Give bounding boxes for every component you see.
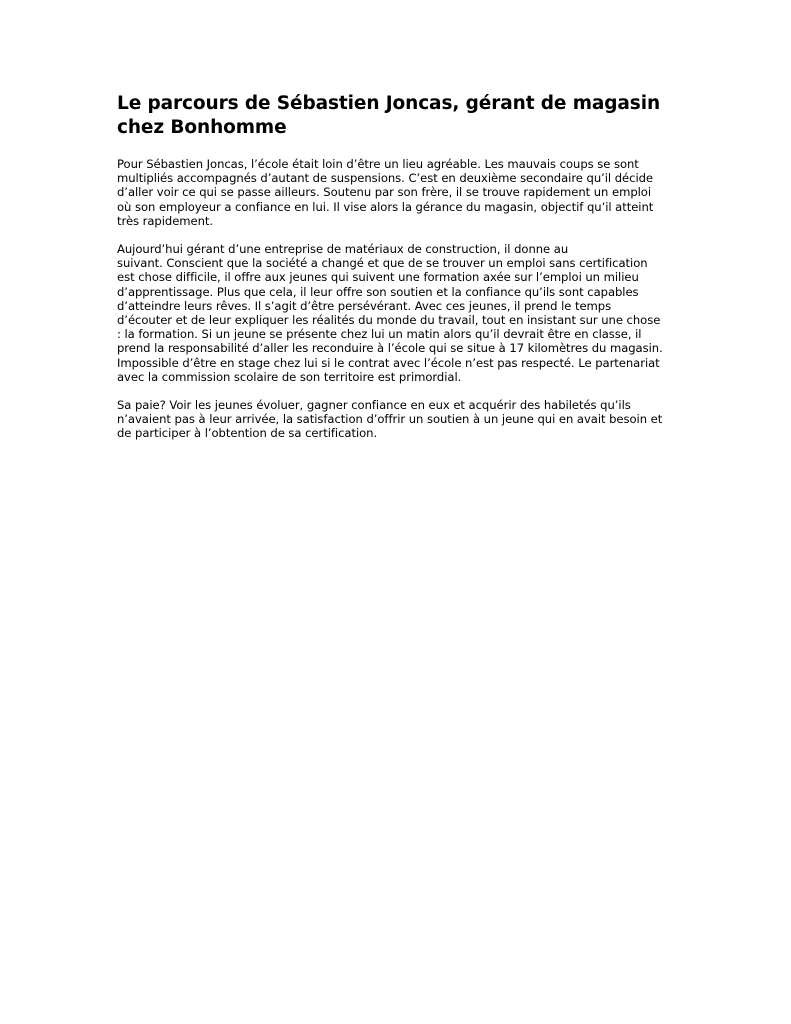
text-line: multipliés accompagnés d’autant de suspensions. C’est en deuxième secondaire qu’il décide [117,171,654,186]
text-line: d’apprentissage. Plus que cela, il leur offre son soutien et la confiance qu’ils sont capables [117,284,639,299]
text-line: d’aller voir ce qui se passe ailleurs. Soutenu par son frère, il se trouve rapidement un emploi [117,185,652,200]
document-page [117,92,677,455]
paragraph-today [117,242,677,384]
text-line: suivant. Conscient que la société a changé et que de se trouver un emploi sans certification [117,256,648,271]
text-line: avec la commission scolaire de son territoire est primordial. [117,369,462,384]
text-line: où son employeur a confiance en lui. Il vise alors la gérance du magasin, objectif qu’il atteint [117,199,654,214]
text-line: prend la responsabilité d’aller les reconduire à l’école qui se situe à 17 kilomètres du magasin. [117,341,663,356]
text-line: très rapidement. [117,213,214,228]
document-title [117,92,677,140]
text-line: de participer à l’obtention de sa certification. [117,426,378,441]
paragraph-intro [117,157,677,228]
text-line: Pour Sébastien Joncas, l’école était loin d’être un lieu agréable. Les mauvais coups se sont [117,157,639,171]
text-line: d’écouter et de leur expliquer les réalités du monde du travail, tout en insistant sur une chose [117,313,661,328]
title-line: Le parcours de Sébastien Joncas, gérant de magasin [117,93,661,114]
title-line: chez Bonhomme [117,117,287,138]
text-line: d’atteindre leurs rêves. Il s’agit d’être persévérant. Avec ces jeunes, il prend le temps [117,298,612,313]
text-line: Sa paie? Voir les jeunes évoluer, gagner confiance en eux et acquérir des habiletés qu’ils [117,398,631,413]
text-line: : la formation. Si un jeune se présente chez lui un matin alors qu’il devrait être en classe, il [117,327,642,342]
text-line: Aujourd’hui gérant d’une entreprise de matériaux de construction, il donne au [117,242,569,257]
text-line: Impossible d’être en stage chez lui si le contrat avec l’école n’est pas respecté. Le partenariat [117,355,660,370]
text-line: n’avaient pas à leur arrivée, la satisfaction d’offrir un soutien à un jeune qui en avait besoin et [117,412,663,427]
paragraph-reward [117,398,677,441]
text-line: est chose difficile, il offre aux jeunes qui suivent une formation axée sur l’emploi un milieu [117,270,639,285]
